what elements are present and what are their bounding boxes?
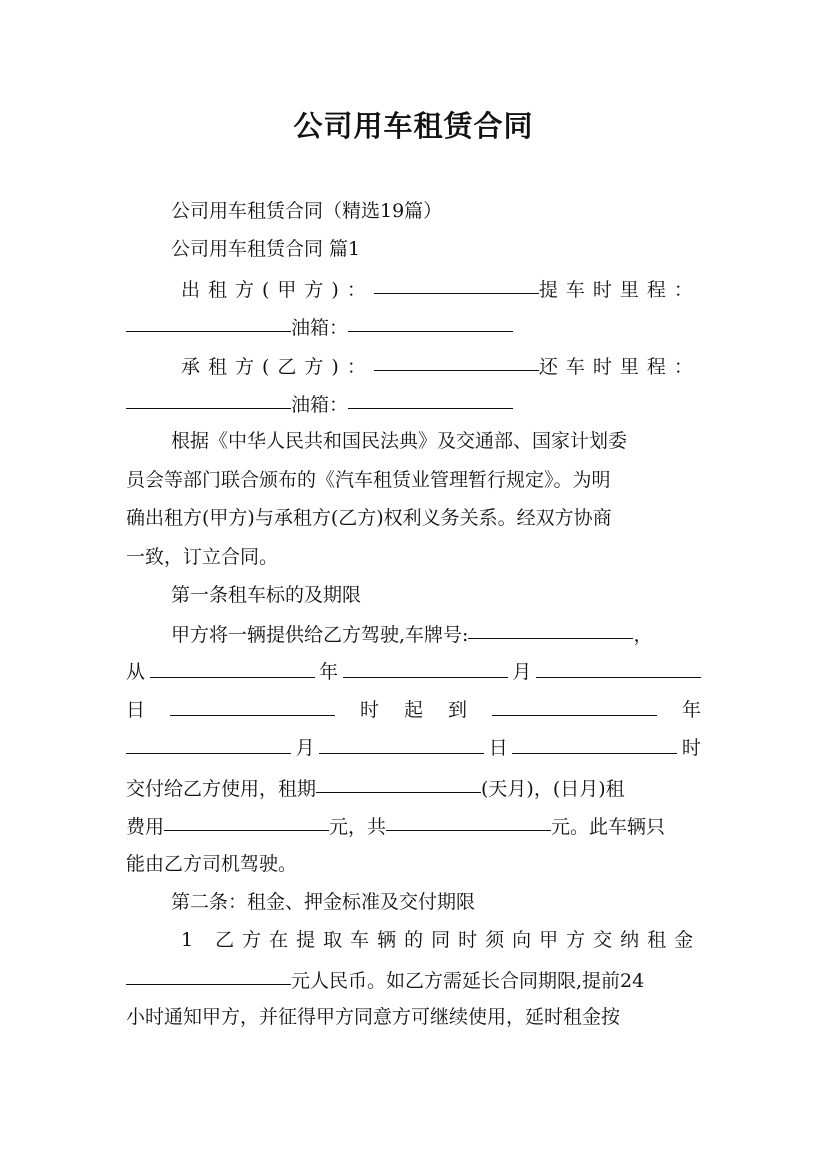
year-label: 年 xyxy=(681,699,701,722)
article-heading: 第二条：租金、押金标准及交付期限 xyxy=(171,891,476,914)
from-label: 从 xyxy=(126,660,146,683)
blank-field xyxy=(150,653,315,678)
paragraph-line: 小时通知甲方，并征得甲方同意方可继续使用，延时租金按 xyxy=(126,1006,621,1029)
blank-field xyxy=(316,768,481,793)
paragraph-line: 一致，订立合同。 xyxy=(126,545,279,568)
blank-field xyxy=(348,384,513,409)
month-label: 月 xyxy=(295,737,315,760)
subtitle-line: 公司用车租赁合同（精选19篇） xyxy=(171,200,443,222)
blank-field xyxy=(492,691,657,716)
lease-term-label: 交付给乙方使用，租期 xyxy=(126,777,317,800)
month-label: 月 xyxy=(512,660,532,683)
hour-label: 时 xyxy=(681,737,701,760)
blank-field xyxy=(170,691,335,716)
start-label: 起 xyxy=(403,699,423,722)
document-title: 公司用车租赁合同 xyxy=(293,109,534,143)
document-body xyxy=(126,192,701,1037)
blank-field xyxy=(512,729,677,754)
blank-field xyxy=(126,384,291,409)
date-end-line xyxy=(126,729,701,767)
article-heading: 第一条租车标的及期限 xyxy=(171,583,362,606)
blank-field xyxy=(343,653,508,678)
blank-field xyxy=(126,307,291,332)
plate-label: 甲方将一辆提供给乙方驾驶,车牌号: xyxy=(171,624,469,647)
date-from-line xyxy=(126,653,701,691)
section-heading: 公司用车租赁合同 篇1 xyxy=(171,238,361,261)
fuel-label: 油箱： xyxy=(291,393,349,416)
year-label: 年 xyxy=(319,660,339,683)
punctuation: ， xyxy=(633,624,653,647)
day-label: 日 xyxy=(488,737,508,760)
lessor-line xyxy=(126,269,701,307)
deposit-text: 元人民币。如乙方需延长合同期限,提前24 xyxy=(291,969,645,992)
hour-label: 时 xyxy=(359,699,379,722)
blank-field xyxy=(164,806,329,831)
lease-unit-label: (天月)，(日月)租 xyxy=(481,777,625,800)
paragraph-line: 根据《中华人民共和国民法典》及交通部、国家计划委 xyxy=(171,430,628,453)
blank-field xyxy=(386,806,551,831)
yuan-total-label: 元，共 xyxy=(329,816,387,839)
blank-field xyxy=(126,960,291,985)
paragraph-line: 员会等部门联合颁布的《汽车租赁业管理暂行规定》。为明 xyxy=(126,468,611,491)
lessee-fuel-line xyxy=(126,384,701,422)
lessor-label: 出租方(甲方)： xyxy=(181,278,374,301)
fee-label: 费用 xyxy=(126,816,165,839)
pickup-mileage-label: 提车时里程： xyxy=(538,278,701,301)
lessor-fuel-line xyxy=(126,307,701,345)
yuan-label: 元。此车辆只 xyxy=(551,816,666,839)
return-mileage-label: 还车时里程： xyxy=(538,355,701,378)
day-label: 日 xyxy=(126,699,146,722)
fuel-label: 油箱： xyxy=(291,317,349,340)
lease-term-line xyxy=(126,768,701,806)
to-label: 到 xyxy=(447,699,467,722)
lessee-label: 承租方(乙方)： xyxy=(181,355,374,378)
paragraph-line: 能由乙方司机驾驶。 xyxy=(126,852,298,875)
fee-line xyxy=(126,806,701,844)
deposit-line xyxy=(126,960,701,998)
blank-field xyxy=(536,653,701,678)
blank-field xyxy=(374,346,539,371)
plate-line xyxy=(126,614,701,652)
blank-field xyxy=(374,269,539,294)
blank-field xyxy=(348,307,513,332)
lessee-line xyxy=(126,346,701,384)
blank-field xyxy=(126,729,291,754)
date-to-line xyxy=(126,691,701,729)
blank-field xyxy=(468,614,633,639)
paragraph-line: 确出租方(甲方)与承租方(乙方)权利义务关系。经双方协商 xyxy=(126,507,612,530)
blank-field xyxy=(319,729,484,754)
paragraph-line: 1 乙方在提取车辆的同时须向甲方交纳租金 xyxy=(181,929,702,952)
